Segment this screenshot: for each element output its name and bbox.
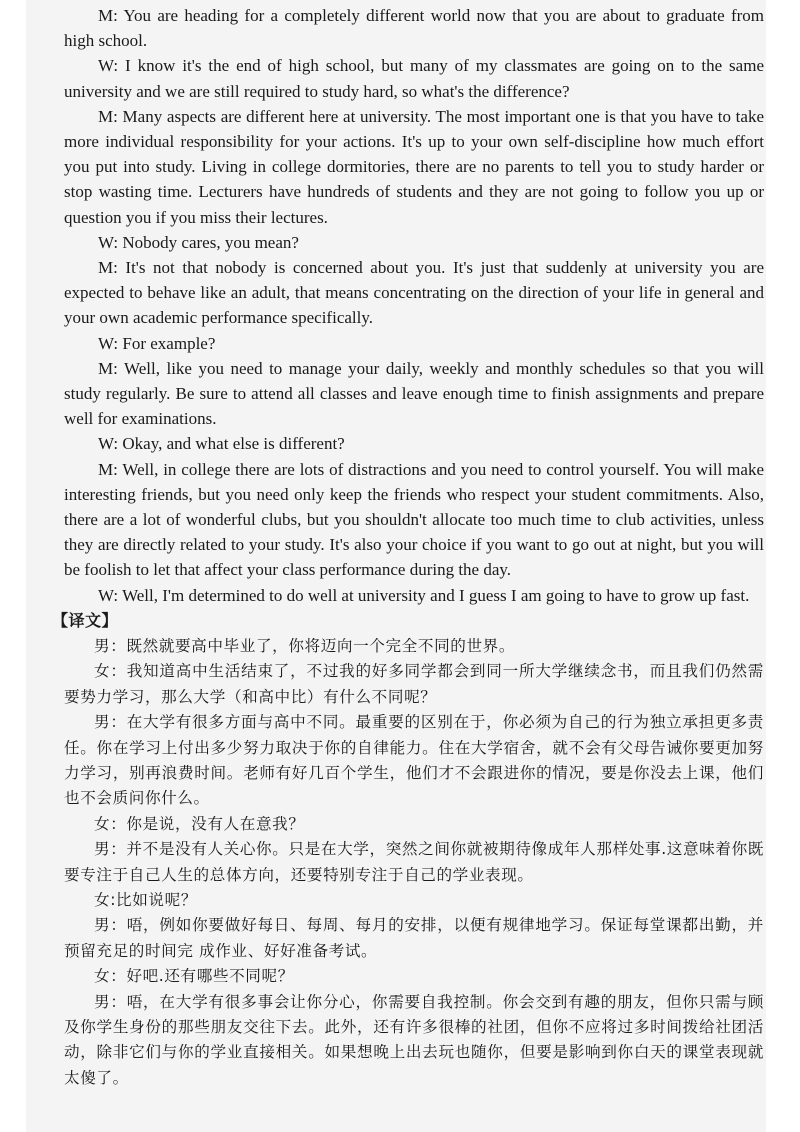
translation-line-woman: 女:比如说呢？ — [94, 890, 198, 909]
dialogue-line-man: M: It's not that nobody is concerned about you. It's just that suddenly at university you are expected to behave like an adult, that means concentrating on the direction of your life in general and your own academic performance specifically. — [64, 258, 764, 328]
chinese-translation — [64, 634, 764, 1091]
translation-line-woman: 女：好吧.还有哪些不同呢？ — [94, 967, 294, 986]
translation-line-man: 男：唔，在大学有很多事会让你分心，你需要自我控制。你会交到有趣的朋友，但你只需与顾及你学生身份的那些朋友交往下去。此外，还有许多很棒的社团，但你不应将过多时间拨给社团活动，除非它们与你的学业直接相关。如果想晚上出去玩也随你，但要是影响到你白天的课堂表现就太傻了。 — [64, 992, 764, 1087]
dialogue-line-man: M: Well, in college there are lots of distractions and you need to control yourself. You will make interesting friends, but you need only keep the friends who respect your student commitments. Also, there are a lot of wonderful clubs, but you shouldn't allocate too much time to club activities, unless they are directly related to your study. It's also your choice if you want to go out at night, but you will be foolish to let that affect your class performance during the day. — [64, 459, 764, 580]
dialogue-line-woman: W: I know it's the end of high school, but many of my classmates are going on to the same university and we are still required to study hard, so what's the difference? — [64, 56, 764, 101]
document-page — [26, 0, 766, 1132]
dialogue-line-man: M: You are heading for a completely different world now that you are about to graduate from high school. — [64, 6, 764, 51]
dialogue-line-woman: W: For example? — [98, 333, 216, 353]
translation-line-man: 男：并不是没有人关心你。只是在大学，突然之间你就被期待像成年人那样处事.这意味着你既要专注于自己人生的总体方向，还要特别专注于自己的学业表现。 — [64, 840, 764, 884]
translation-line-man: 男：既然就要高中毕业了，你将迈向一个完全不同的世界。 — [94, 636, 516, 655]
translation-line-man: 男：唔，例如你要做好每日、每周、每月的安排，以便有规律地学习。保证每堂课都出勤，并预留充足的时间完 成作业、好好准备考试。 — [64, 916, 764, 960]
translation-heading: 【译文】 — [52, 610, 119, 630]
dialogue-line-woman: W: Well, I'm determined to do well at university and I guess I am going to have to grow up fast. — [98, 585, 750, 605]
dialogue-line-woman: W: Okay, and what else is different? — [98, 434, 345, 454]
translation-line-woman: 女：你是说，没有人在意我？ — [94, 814, 305, 833]
english-dialogue — [64, 3, 764, 608]
translation-line-woman: 女：我知道高中生活结束了，不过我的好多同学都会到同一所大学继续念书，而且我们仍然需要势力学习，那么大学（和高中比）有什么不同呢？ — [64, 662, 764, 706]
dialogue-line-woman: W: Nobody cares, you mean? — [98, 232, 299, 252]
translation-line-man: 男：在大学有很多方面与高中不同。最重要的区别在于，你必须为自己的行为独立承担更多责任。你在学习上付出多少努力取决于你的自律能力。住在大学宿舍，就不会有父母告诫你要更加努力学习，别再浪费时间。老师有好几百个学生，他们才不会跟进你的情况，要是你没去上课，他们也不会质问你什么。 — [64, 713, 764, 808]
dialogue-line-man: M: Many aspects are different here at university. The most important one is that you have to take more individual responsibility for your actions. It's up to your own self-discipline how much effort you put into study. Living in college dormitories, there are no parents to tell you to study harder or stop wasting time. Lecturers have hundreds of students and they are not going to follow you up or question you if you miss their lectures. — [64, 106, 764, 227]
dialogue-line-man: M: Well, like you need to manage your daily, weekly and monthly schedules so that you will study regularly. Be sure to attend all classes and leave enough time to finish assignments and prepare well for examinations. — [64, 358, 764, 429]
